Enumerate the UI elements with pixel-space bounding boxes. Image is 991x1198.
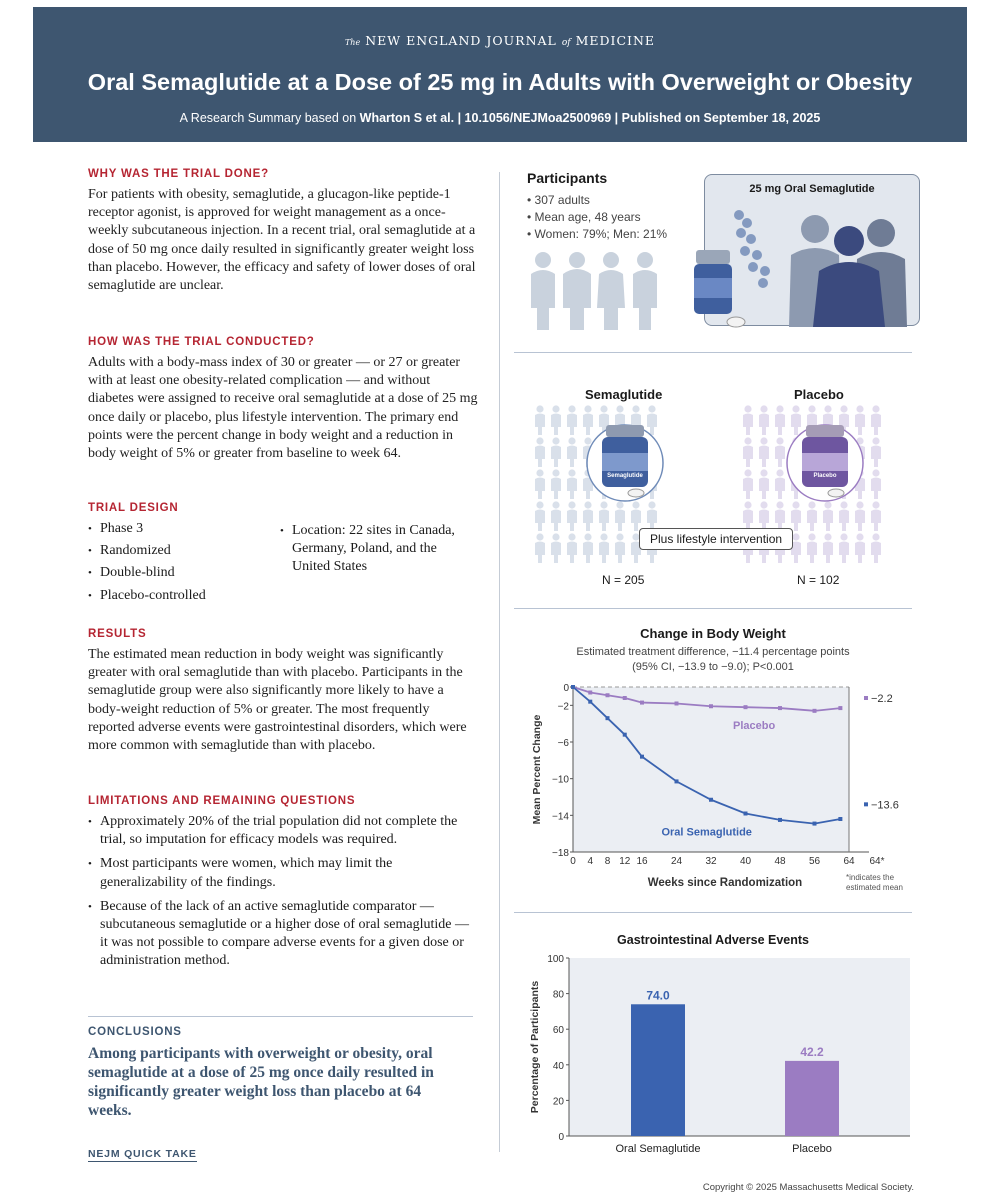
y-tick-label: 20 [552,1096,564,1108]
x-tick-label: 12 [619,856,631,867]
x-tick-label: 4 [587,856,594,867]
x-tick-label: 40 [739,856,752,867]
person-icon [531,252,555,330]
people-silhouettes-icon [527,250,667,332]
x-tick-label: 48 [774,856,786,867]
data-point [606,693,610,697]
journal-of: of [561,38,571,48]
line-chart-xlabel: Weeks since Randomization [647,877,803,889]
conclusions-text: Among participants with overweight or obesity, oral semaglutide at a dose of 25 mg once daily resulted in significantly greater weight loss than placebo at 64 weeks. [88,1045,434,1119]
drug-box-label: 25 mg Oral Semaglutide [749,183,875,195]
data-point [744,812,748,816]
y-tick-label: 0 [558,1132,564,1143]
y-tick-label: 40 [552,1060,564,1072]
bar-chart [514,950,914,1160]
estimated-mean-marker [864,696,868,700]
series-label: Oral Semaglutide [661,826,752,839]
data-point [838,817,842,821]
bar-chart-title: Gastrointestinal Adverse Events [617,933,809,947]
design-location-item: • Location: 22 sites in Canada, Germany, Poland, and the United States [280,522,476,577]
data-point [571,685,575,689]
x-tick-label: 24 [670,856,683,867]
journal-main-2: MEDICINE [575,33,656,48]
person-icon [633,252,657,330]
data-point [640,701,644,705]
x-tick-label: 32 [705,856,717,867]
x-tick-label: 8 [604,856,611,867]
journal-the: The [344,38,361,47]
data-point [588,700,592,704]
participants-list [527,192,727,243]
data-point [778,818,782,822]
data-point [606,716,610,720]
x-tick-label: 0 [570,856,576,867]
line-chart [514,675,914,895]
x-tick-label: 56 [808,856,821,867]
how-section [88,336,478,463]
conclusions-heading: CONCLUSIONS [88,1026,182,1038]
data-point [623,733,627,737]
semaglutide-arm-label: Semaglutide [585,387,663,402]
y-tick-label: 60 [552,1025,564,1037]
lifestyle-badge: Plus lifestyle intervention [639,528,793,550]
design-item: • Double-blind [88,564,268,582]
data-point [709,704,713,708]
category-label: Placebo [792,1143,832,1155]
category-label: Oral Semaglutide [615,1143,701,1155]
quick-take-wrap [88,1142,197,1162]
y-tick-label: 0 [563,683,569,694]
data-point [675,702,679,706]
header-banner [33,7,967,142]
series-label: Placebo [733,720,776,733]
journal-name [33,33,967,48]
end-value-label: −13.6 [871,799,899,812]
limitations-heading: LIMITATIONS AND REMAINING QUESTIONS [88,795,356,807]
y-tick-label: −10 [552,774,569,786]
quick-take-link[interactable]: NEJM QUICK TAKE [88,1148,197,1160]
data-point [838,706,842,710]
limitations-section [88,795,478,975]
limitations-list [88,813,478,971]
subtitle [33,111,967,125]
participants-heading: Participants [527,170,608,186]
divider [514,608,912,609]
placebo-n: N = 102 [797,573,840,587]
design-item: • Randomized [88,542,268,560]
results-section [88,628,478,755]
line-chart-title: Change in Body Weight [640,626,786,641]
design-item: • Placebo-controlled [88,587,268,605]
divider [514,912,912,913]
x-tick-label: 64* [869,856,885,867]
why-heading: WHY WAS THE TRIAL DONE? [88,168,269,180]
limitation-item: • Approximately 20% of the trial population did not complete the trial, so imputation for efficacy models was required. [88,813,478,849]
semaglutide-n: N = 205 [602,573,645,587]
why-text: For patients with obesity, semaglutide, a glucagon-like peptide-1 receptor agonist, is approved for weight management as a once-weekly subcutaneous injection. In a recent trial, oral semaglutide at a dose of 50 mg once daily resulted in significantly greater weight loss than placebo. However, the efficacy and safety of lower doses of oral semaglutide are unclear. [88,187,476,294]
design-heading: TRIAL DESIGN [88,502,179,514]
limitation-item: • Because of the lack of an active semaglutide comparator — subcutaneous semaglutide or a higher dose of oral semaglutide — it was not possible to compare adverse events for a given dose or administration method. [88,898,478,971]
line-chart-subtitle: Estimated treatment difference, −11.4 percentage points [576,646,850,658]
data-point [640,755,644,759]
divider [514,352,912,353]
data-point [744,705,748,709]
bar [785,1061,839,1136]
design-section [88,502,478,609]
bar-value-label: 42.2 [800,1044,824,1059]
y-tick-label: −2 [557,701,569,713]
results-text: The estimated mean reduction in body weight was significantly greater with oral semaglutide than with placebo. Participants in the semaglutide group were also significantly more likely to have a body-weight reduction of 5% or greater. The most frequently reported adverse events were gastrointestinal disorders, which were more common with semaglutide than with placebo. [88,647,467,754]
person-icon [563,252,591,330]
x-tick-label: 64 [843,856,855,867]
person-icon [597,252,625,330]
participants-item: • Women: 79%; Men: 21% [527,227,668,241]
estimated-mean-marker [864,802,868,806]
data-point [588,691,592,695]
pill-bottle-icon [690,248,746,332]
bar [631,1004,685,1136]
how-heading: HOW WAS THE TRIAL CONDUCTED? [88,336,315,348]
data-point [675,779,679,783]
plot-area [569,958,910,1136]
results-heading: RESULTS [88,628,147,640]
end-value-label: −2.2 [871,693,893,705]
y-tick-label: −14 [552,811,569,823]
divider [88,1016,473,1017]
y-tick-label: 100 [547,954,564,965]
page-title: Oral Semaglutide at a Dose of 25 mg in Adults with Overweight or Obesity [87,69,913,95]
why-section [88,168,478,295]
conclusions-section [88,1026,468,1120]
design-item: • Phase 3 [88,520,268,538]
y-axis-label: Mean Percent Change [531,714,543,825]
participants-item: • 307 adults [527,193,590,207]
data-point [778,706,782,710]
design-location [280,522,476,581]
data-point [623,696,627,700]
bar-value-label: 74.0 [646,988,670,1003]
arms-crowd [514,395,912,585]
y-tick-label: −18 [552,848,569,859]
citation-link[interactable]: Wharton S et al. | 10.1056/NEJMoa2500969 | Published on September 18, 2025 [359,111,821,125]
data-point [709,798,713,802]
participants-section [527,170,727,243]
limitation-item: • Most participants were women, which may limit the generalizability of the findings. [88,855,478,891]
line-chart-subtitle-2: (95% CI, −13.9 to −9.0); P<0.001 [632,661,794,673]
column-divider [499,172,500,1152]
design-list [88,520,268,605]
how-text: Adults with a body-mass index of 30 or greater — or 27 or greater with at least one obesity-related complication — and without diabetes were assigned to receive oral semaglutide at a dose of 25 mg once daily or placebo, plus lifestyle intervention. The primary end points were the percent change in body weight and a reduction in body weight of 5% or greater from baseline to week 64. [88,355,478,462]
y-tick-label: 80 [552,989,564,1001]
participants-item: • Mean age, 48 years [527,210,641,224]
placebo-bottle-label: Placebo [813,473,837,479]
data-point [813,822,817,826]
placebo-arm-label: Placebo [794,387,844,402]
copyright: Copyright © 2025 Massachusetts Medical Society. [702,1182,914,1193]
data-point [813,709,817,713]
journal-main-1: NEW ENGLAND JOURNAL [365,33,557,48]
subtitle-prefix: A Research Summary based on [179,111,357,125]
line-chart-footnote: *indicates the estimated mean [846,873,903,892]
y-tick-label: −6 [557,738,569,749]
semaglutide-bottle-label: Semaglutide [607,473,643,479]
x-tick-label: 16 [636,856,648,867]
y-axis-label: Percentage of Participants [529,980,541,1114]
